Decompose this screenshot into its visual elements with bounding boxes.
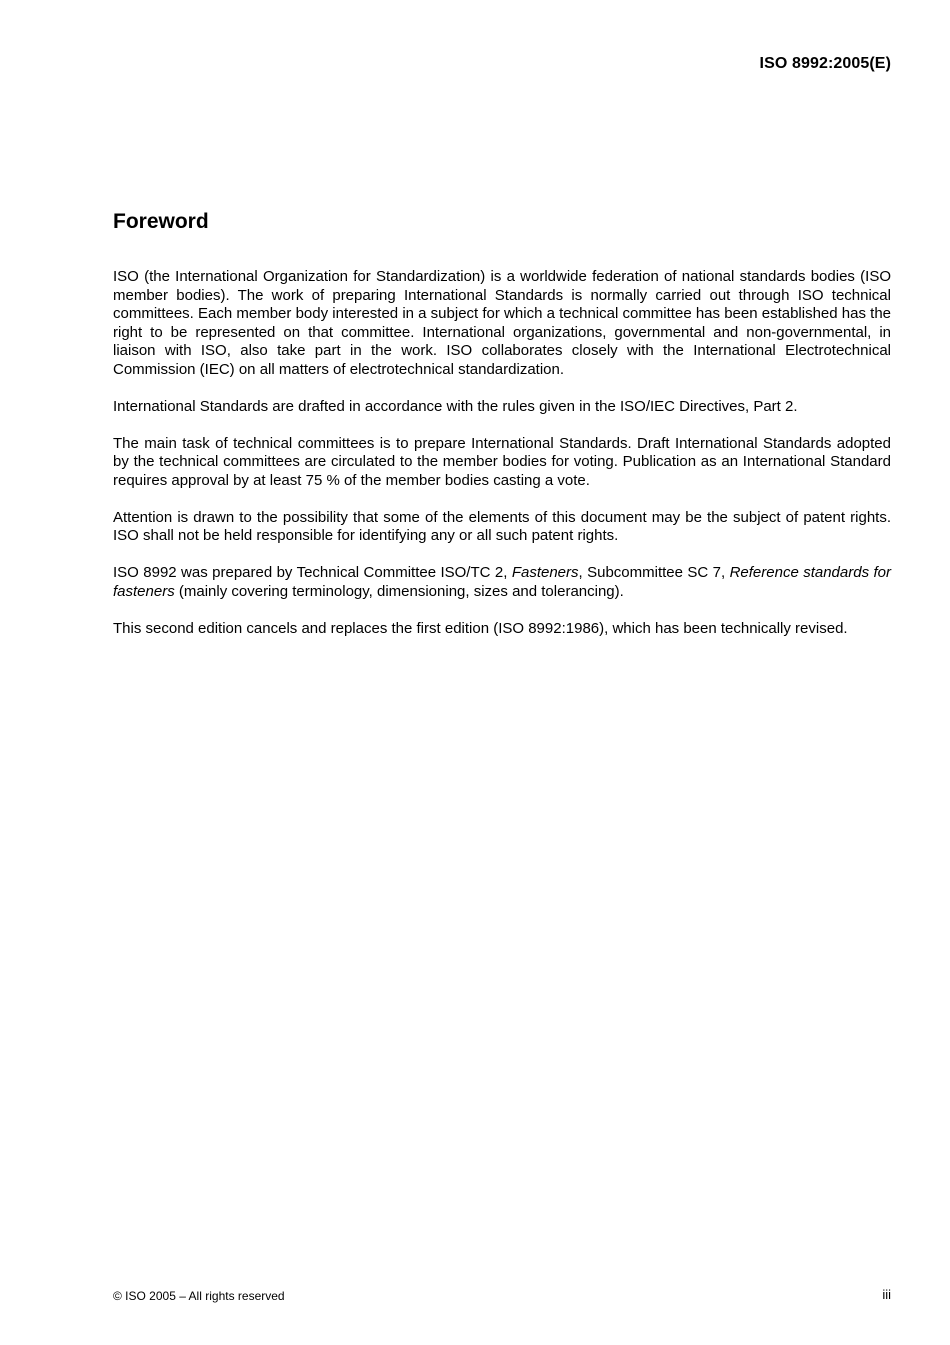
foreword-paragraph-2: International Standards are drafted in accordance with the rules given in the ISO/IEC Directives, Part 2. (113, 397, 798, 415)
copyright-notice: © ISO 2005 – All rights reserved (113, 1289, 285, 1303)
foreword-paragraph-4: Attention is drawn to the possibility that some of the elements of this document may be the subject of patent rights. ISO shall not be held responsible for identifying any or all such patent rights. (113, 508, 891, 544)
document-id: ISO 8992:2005(E) (759, 55, 891, 72)
foreword-section (113, 206, 891, 657)
p5-text-1: ISO 8992 was prepared by Technical Committee ISO/TC 2, (113, 564, 512, 581)
page-title: Foreword (113, 210, 209, 233)
foreword-paragraph-5 (113, 564, 891, 601)
foreword-paragraph-1: ISO (the International Organization for Standardization) is a worldwide federation of national standards bodies (ISO member bodies). The work of preparing International Standards is normally carried out through ISO technical committees. Each member body interested in a subject for which a technical committee has been established has the right to be represented on that committee. International organizations, governmental and non-governmental, in liaison with ISO, also take part in the work. ISO collaborates closely with the International Electrotechnical Commission (IEC) on all matters of electrotechnical standardization. (113, 268, 891, 378)
p5-text-2: , Subcommittee SC 7, (578, 564, 730, 581)
p5-reference-standards: Reference standards for fasteners (113, 564, 891, 600)
p5-text-3: (mainly covering terminology, dimensioning, sizes and tolerancing). (174, 582, 624, 600)
foreword-paragraph-6: This second edition cancels and replaces the first edition (ISO 8992:1986), which has been technically revised. (113, 619, 848, 637)
p5-fasteners: Fasteners (511, 564, 579, 581)
page-number: iii (882, 1287, 891, 1302)
foreword-paragraph-3: The main task of technical committees is to prepare International Standards. Draft International Standards adopted by the technical committees are circulated to the member bodies for voting. Publication as an International Standard requires approval by at least 75 % of the member bodies casting a vote. (113, 434, 891, 489)
